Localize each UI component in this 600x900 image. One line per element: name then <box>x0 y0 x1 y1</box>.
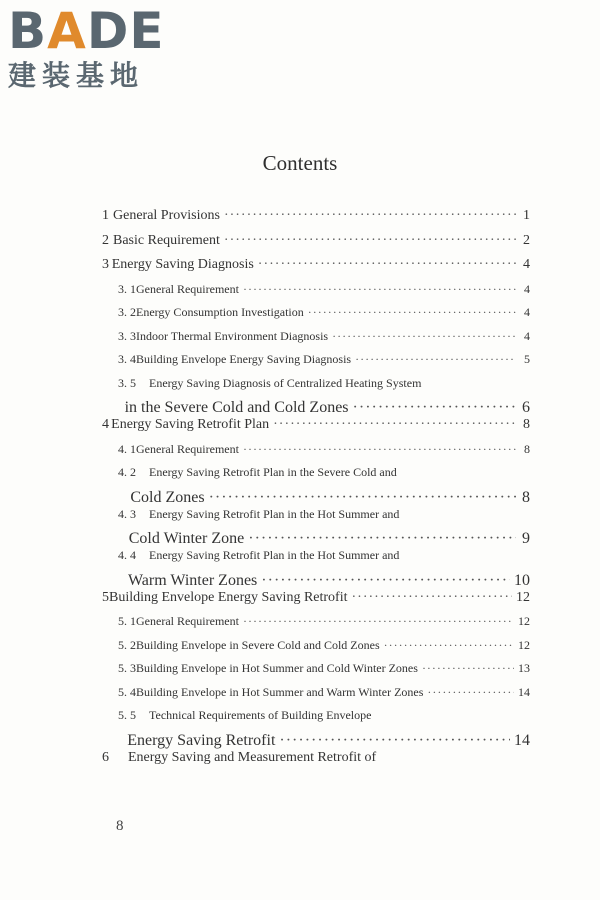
toc-entry-title: Building Envelope Energy Saving Retrofit <box>109 589 348 605</box>
toc-entry-page: 4 <box>524 328 530 343</box>
toc-entry-number: 3. 4 <box>118 352 136 366</box>
page-number: 8 <box>116 818 124 834</box>
toc-entry[interactable] <box>102 638 530 662</box>
toc-leader-dots <box>243 614 514 629</box>
toc-entry-page: 8 <box>522 488 530 506</box>
toc-leader-dots <box>243 442 516 457</box>
toc-entry-title: Energy Saving Retrofit Plan in the Hot Summer and <box>149 548 400 562</box>
toc-entry-title: Building Envelope Energy Saving Diagnosis <box>136 352 352 366</box>
toc-entry-page: 8 <box>524 441 530 456</box>
toc-entry-title: Energy Consumption Investigation <box>136 305 304 319</box>
toc-entry-title: Cold Zones <box>130 488 205 506</box>
toc-entry[interactable] <box>102 442 530 466</box>
toc-leader-dots <box>422 661 514 676</box>
toc-entry-number: 3. 2 <box>118 305 136 319</box>
toc-entry-number: 4. 4 <box>118 548 136 562</box>
logo-accent-letter: A <box>47 2 87 60</box>
toc-entry-number: 3 <box>102 257 109 272</box>
toc-entry-number: 3. 5 <box>118 375 136 390</box>
toc-entry-page: 13 <box>518 661 530 675</box>
toc-entry[interactable] <box>102 399 530 417</box>
toc-entry-title: Energy Saving Retrofit Plan in the Severe Cold and <box>149 465 397 479</box>
table-of-contents <box>102 208 530 774</box>
toc-entry-page: 8 <box>523 417 530 432</box>
toc-entry-page: 4 <box>524 305 530 319</box>
toc-entry[interactable] <box>102 376 530 400</box>
toc-entry[interactable] <box>102 352 530 376</box>
toc-entry-page: 14 <box>514 731 530 749</box>
toc-entry-number: 2 <box>102 232 109 248</box>
toc-entry[interactable] <box>102 708 530 732</box>
toc-leader-dots <box>243 282 516 297</box>
toc-entry[interactable] <box>102 233 530 258</box>
toc-entry[interactable] <box>102 750 530 775</box>
toc-entry-number: 5 <box>102 589 109 605</box>
page-title: Contents <box>262 151 338 175</box>
toc-leader-dots <box>332 329 516 344</box>
toc-entry[interactable] <box>102 257 530 282</box>
toc-entry-page: 9 <box>522 530 530 547</box>
toc-entry-title: Energy Saving and Measurement Retrofit of <box>128 749 377 765</box>
toc-entry-title: General Requirement <box>136 281 239 296</box>
toc-entry-page: 12 <box>518 637 530 652</box>
toc-leader-dots <box>224 208 516 224</box>
toc-entry[interactable] <box>102 548 530 572</box>
toc-entry-page: 4 <box>524 281 530 296</box>
toc-entry-title: General Requirement <box>136 614 239 628</box>
toc-entry-title: in the Severe Cold and Cold Zones <box>124 399 349 416</box>
toc-entry[interactable] <box>102 305 530 329</box>
toc-entry-title: General Requirement <box>136 441 239 456</box>
toc-entry-title: Indoor Thermal Environment Diagnosis <box>136 328 329 343</box>
toc-entry-title: General Provisions <box>113 208 220 223</box>
toc-entry-page: 1 <box>523 208 530 223</box>
toc-entry-title: Building Envelope in Severe Cold and Cold Zones <box>136 637 380 652</box>
toc-leader-dots <box>279 732 510 750</box>
toc-entry[interactable] <box>102 417 530 442</box>
toc-entry-number: 4. 2 <box>118 465 136 479</box>
toc-entry-number: 1 <box>102 208 109 223</box>
logo-letters: DE <box>86 2 165 60</box>
toc-entry-page: 4 <box>523 257 530 272</box>
toc-entry-title: Energy Saving Retrofit <box>127 731 276 749</box>
toc-leader-dots <box>273 417 516 433</box>
toc-entry-number: 5. 1 <box>118 614 136 628</box>
toc-entry-page: 14 <box>518 684 530 699</box>
toc-leader-dots <box>261 572 510 590</box>
toc-entry-number: 4 <box>102 417 109 432</box>
toc-leader-dots <box>352 590 513 606</box>
toc-entry[interactable] <box>102 572 530 590</box>
toc-entry[interactable] <box>102 507 530 531</box>
toc-entry[interactable] <box>102 329 530 353</box>
toc-leader-dots <box>353 399 516 417</box>
logo-subtitle: 建装基地 <box>8 59 145 92</box>
toc-entry-page: 12 <box>518 614 530 628</box>
toc-entry-title: Energy Saving Diagnosis <box>111 257 254 272</box>
toc-entry-page: 6 <box>522 399 530 416</box>
toc-entry[interactable] <box>102 282 530 306</box>
toc-entry-number: 4. 3 <box>118 506 136 521</box>
toc-entry[interactable] <box>102 661 530 685</box>
toc-entry-number: 5. 5 <box>118 708 136 722</box>
toc-entry-number: 3. 3 <box>118 328 136 343</box>
toc-entry-number: 3. 1 <box>118 281 136 296</box>
logo-wordmark <box>8 4 165 58</box>
toc-entry-number: 5. 4 <box>118 684 136 699</box>
toc-entry-number: 5. 3 <box>118 661 136 675</box>
toc-entry[interactable] <box>102 685 530 709</box>
toc-entry-title: Basic Requirement <box>113 232 220 248</box>
toc-entry[interactable] <box>102 530 530 548</box>
toc-entry-title: Energy Saving Retrofit Plan <box>111 417 270 432</box>
toc-leader-dots <box>248 530 516 548</box>
toc-entry-number: 5. 2 <box>118 637 136 652</box>
toc-entry-title: Technical Requirements of Building Envelope <box>149 708 372 722</box>
toc-leader-dots <box>384 638 514 653</box>
toc-leader-dots <box>258 257 516 273</box>
toc-entry-title: Warm Winter Zones <box>127 571 258 589</box>
toc-entry[interactable] <box>102 465 530 489</box>
toc-leader-dots <box>308 305 516 320</box>
toc-entry-title: Building Envelope in Hot Summer and Cold Winter Zones <box>136 661 418 675</box>
toc-leader-dots <box>209 489 516 507</box>
toc-entry-number: 6 <box>102 749 109 765</box>
toc-entry-title: Energy Saving Retrofit Plan in the Hot Summer and <box>149 506 400 521</box>
toc-entry-page: 2 <box>523 232 530 248</box>
toc-entry[interactable] <box>102 489 530 507</box>
toc-leader-dots <box>427 685 514 700</box>
toc-entry-title: Building Envelope in Hot Summer and Warm Winter Zones <box>136 684 424 699</box>
toc-entry-title: Cold Winter Zone <box>128 530 245 547</box>
toc-leader-dots <box>224 233 516 249</box>
toc-entry-number: 4. 1 <box>118 441 136 456</box>
toc-entry[interactable] <box>102 590 530 615</box>
logo-letter: B <box>8 2 48 60</box>
toc-entry-page: 5 <box>524 352 530 366</box>
toc-entry[interactable] <box>102 208 530 233</box>
toc-entry-page: 12 <box>516 589 530 605</box>
toc-entry[interactable] <box>102 732 530 750</box>
bade-logo <box>8 4 165 92</box>
toc-entry[interactable] <box>102 614 530 638</box>
toc-entry-title: Energy Saving Diagnosis of Centralized Heating System <box>149 375 422 390</box>
toc-leader-dots <box>355 352 516 367</box>
toc-entry-page: 10 <box>514 571 530 589</box>
